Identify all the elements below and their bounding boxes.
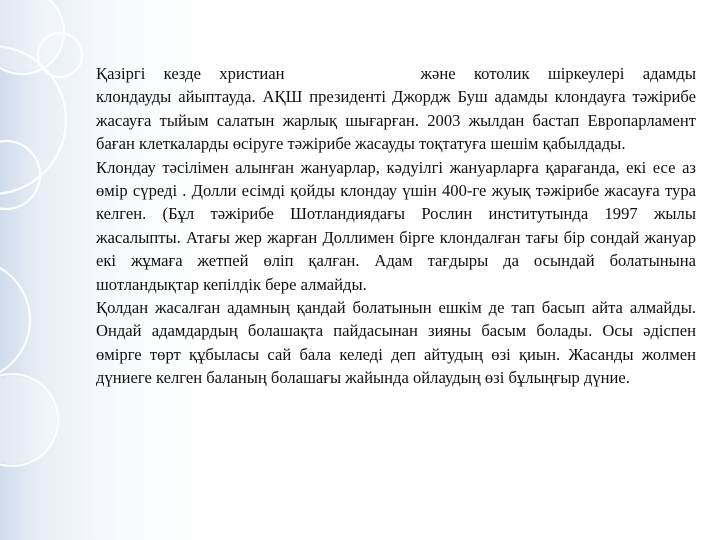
paragraph-2: Клондау тәсілімен алынған жануарлар, кәдуілгі жануарларға қарағанда, екі есе аз өмір сүреді . Долли есімді қойды клондау үшін 400-ге жуық тәжірибе жасауға тура келген. (Бұл тәжірибе Шотландиядағы Рослин институтында 1997 жылы жасалыпты. Атағы жер жарған Доллимен бірге клондалған тағы бір сондай жануар екі жұмаға жетпей өліп қалған. Адам тағдыры да осындай болатынына шотландықтар кепілдік бере алмайды. xyxy=(96,157,696,294)
paragraph-1-part-3: Джордж Буш адамды клондауға тәжірибе жасауға тыйым салатын жарлық шығарған. 2003 жылдан бастап Европарламент баған клеткаларды өсіруге тәжірибе жасауды тоқтатуға шешім қабылдады. xyxy=(96,87,696,154)
paragraph-1-part-1: Қазіргі кезде христиан xyxy=(96,64,285,83)
paragraph-3: Қолдан жасалған адамның қандай болатынын ешкім де тап басып айта алмайды. Ондай адамдардың болашақта пайдасынан зияны басым болады. Осы әдіспен өмірге төрт құбыласы сай бала келеді деп айтудың өзі қиын. Жасанды жолмен дүниеге келген баланың болашағы жайында ойлаудың өзі бұлыңғыр дүние. xyxy=(96,298,696,388)
paragraph-1-part-2: және котолик шіркеулері адамды клондауды айыптауда. АҚШ президенті xyxy=(96,64,696,107)
paragraph-1 xyxy=(96,62,696,156)
text-body xyxy=(96,62,696,390)
